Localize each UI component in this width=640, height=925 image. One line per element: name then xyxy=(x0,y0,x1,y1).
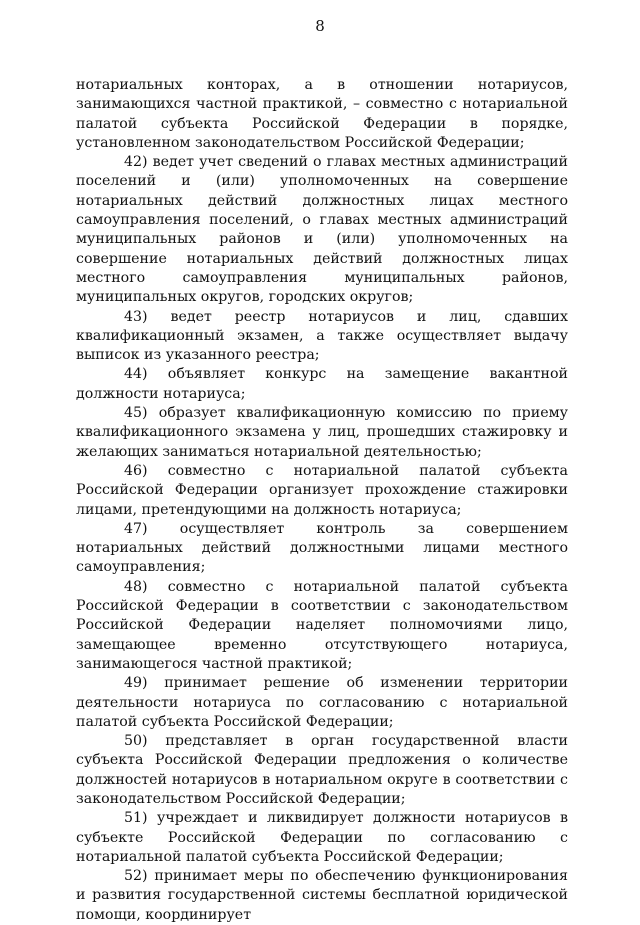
list-item-51: 51) учреждает и ликвидирует должности нотариусов в субъекте Российской Федерации по согласованию с нотариальной палатой субъекта Российской Федерации; xyxy=(76,810,568,865)
list-item-42: 42) ведет учет сведений о главах местных администраций поселений и (или) уполномоченных на совершение нотариальных действий должностных лицах местного самоуправления поселений, о главах местных администраций муниципальных районов и (или) уполномоченных на совершение нотариальных действий должностных лицах местного самоуправления муниципальных районов, муниципальных округов, городских округов; xyxy=(76,154,568,306)
paragraph-continuation: нотариальных конторах, а в отношении нотариусов, занимающихся частной практикой, – совместно с нотариальной палатой субъекта Российской Федерации в порядке, установленном законодательством Российской Федерации; xyxy=(76,77,568,151)
list-item-45: 45) образует квалификационную комиссию по приему квалификационного экзамена у лиц, прошедших стажировку и желающих заниматься нотариальной деятельностью; xyxy=(76,405,568,460)
page-number: 8 xyxy=(315,17,325,35)
list-item-44: 44) объявляет конкурс на замещение вакантной должности нотариуса; xyxy=(76,366,568,402)
list-item-52: 52) принимает меры по обеспечению функционирования и развития государственной системы бесплатной юридической помощи, координирует xyxy=(76,868,568,923)
list-item-48: 48) совместно с нотариальной палатой субъекта Российской Федерации в соответствии с законодательством Российской Федерации наделяет полномочиями лицо, замещающее временно отсутствующего нотариуса, занимающегося частной практикой; xyxy=(76,578,568,672)
list-item-46: 46) совместно с нотариальной палатой субъекта Российской Федерации организует прохождение стажировки лицами, претендующими на должность нотариуса; xyxy=(76,462,568,518)
document-body xyxy=(76,76,568,925)
list-item-47: 47) осуществляет контроль за совершением нотариальных действий должностными лицами местного самоуправления; xyxy=(76,520,568,576)
list-item-50: 50) представляет в орган государственной власти субъекта Российской Федерации предложения о количестве должностей нотариусов в нотариальном округе в соответствии с законодательством Российской Федерации; xyxy=(76,733,568,807)
list-item-49: 49) принимает решение об изменении территории деятельности нотариуса по согласованию с нотариальной палатой субъекта Российской Федерации; xyxy=(76,675,568,730)
list-item-43: 43) ведет реестр нотариусов и лиц, сдавших квалификационный экзамен, а также осуществляет выдачу выписок из указанного реестра; xyxy=(76,308,568,364)
